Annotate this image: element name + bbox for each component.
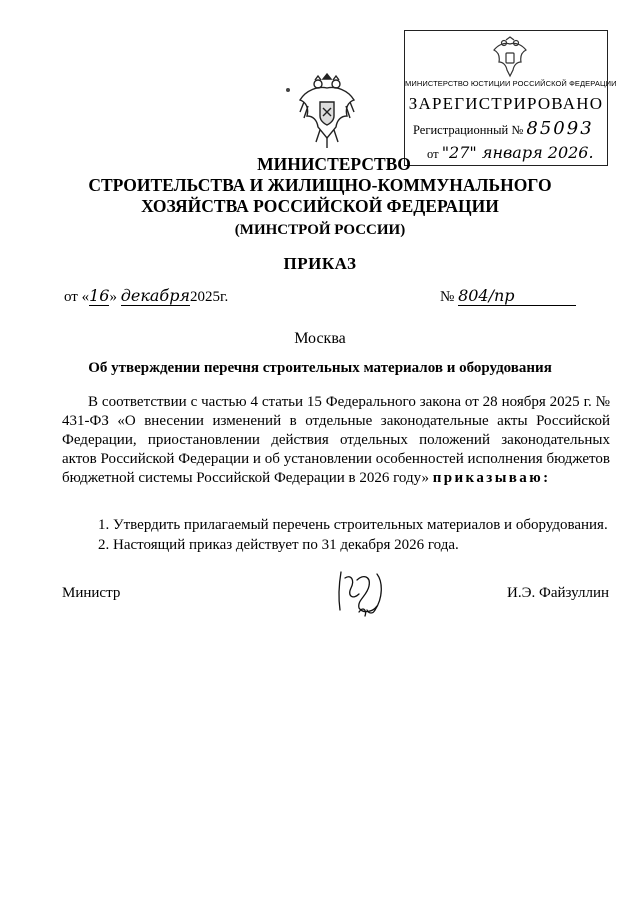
ministry-line-3: ХОЗЯЙСТВА РОССИЙСКОЙ ФЕДЕРАЦИИ: [141, 196, 499, 216]
stamp-status: ЗАРЕГИСТРИРОВАНО: [408, 94, 604, 113]
stamp-reg-number-row: [405, 118, 607, 139]
document-date: [64, 286, 239, 312]
decree-word: приказываю:: [432, 470, 551, 486]
document-number: [440, 286, 585, 312]
date-year: 2025: [190, 289, 221, 305]
date-mid: »: [109, 289, 117, 305]
stamp-reg-label: Регистрационный №: [413, 123, 524, 137]
ministry-short-name: (МИНСТРОЙ РОССИИ): [234, 222, 406, 238]
order-item: 1. Утвердить прилагаемый перечень строительных материалов и оборудования.: [98, 517, 608, 533]
ministry-line-1: МИНИСТЕРСТВО: [257, 154, 411, 174]
stamp-date-value: "27" января 2026.: [441, 143, 594, 162]
russian-coat-of-arms-icon: [490, 36, 530, 80]
date-day: 16: [89, 286, 110, 305]
document-subject: Об утверждении перечня строительных материалов и оборудования: [88, 360, 552, 376]
body-paragraph: [62, 393, 610, 488]
signatory-name: И.Э. Файзуллин: [507, 585, 609, 601]
scan-mark: [286, 88, 290, 92]
body-paragraph-text: В соответствии с частью 4 статьи 15 Федерального закона от 28 ноября 2025 г. № 431-ФЗ «О внесении изменений в отдельные законодательные акты Российской Федерации, приостановлении действия отдельных положений законодательных актов Российской Федерации и об установлении особенностей исполнения бюджетов бюджетной системы Российской Федерации в 2026 году»: [62, 394, 610, 486]
order-item: 2. Настоящий приказ действует по 31 декабря 2026 года.: [98, 537, 459, 553]
handwritten-signature-icon: [333, 566, 393, 620]
russian-coat-of-arms-icon: [296, 72, 358, 150]
number-prefix: №: [440, 289, 455, 305]
stamp-reg-number: 85093: [526, 118, 594, 139]
date-month: декабря: [120, 286, 191, 305]
signatory-title: Министр: [62, 585, 121, 601]
order-items: [98, 515, 608, 555]
document-city: Москва: [294, 330, 346, 347]
number-value: 804/пр: [458, 286, 576, 306]
date-suffix: г.: [220, 289, 229, 305]
stamp-date-prefix: от: [427, 147, 439, 161]
ministry-line-2: СТРОИТЕЛЬСТВА И ЖИЛИЩНО-КОММУНАЛЬНОГО: [88, 175, 552, 195]
ministry-header: [0, 154, 640, 217]
stamp-ministry-name: МИНИСТЕРСТВО ЮСТИЦИИ РОССИЙСКОЙ ФЕДЕРАЦИИ: [405, 79, 617, 88]
date-prefix: от «: [64, 289, 90, 305]
document-type: ПРИКАЗ: [283, 254, 357, 273]
